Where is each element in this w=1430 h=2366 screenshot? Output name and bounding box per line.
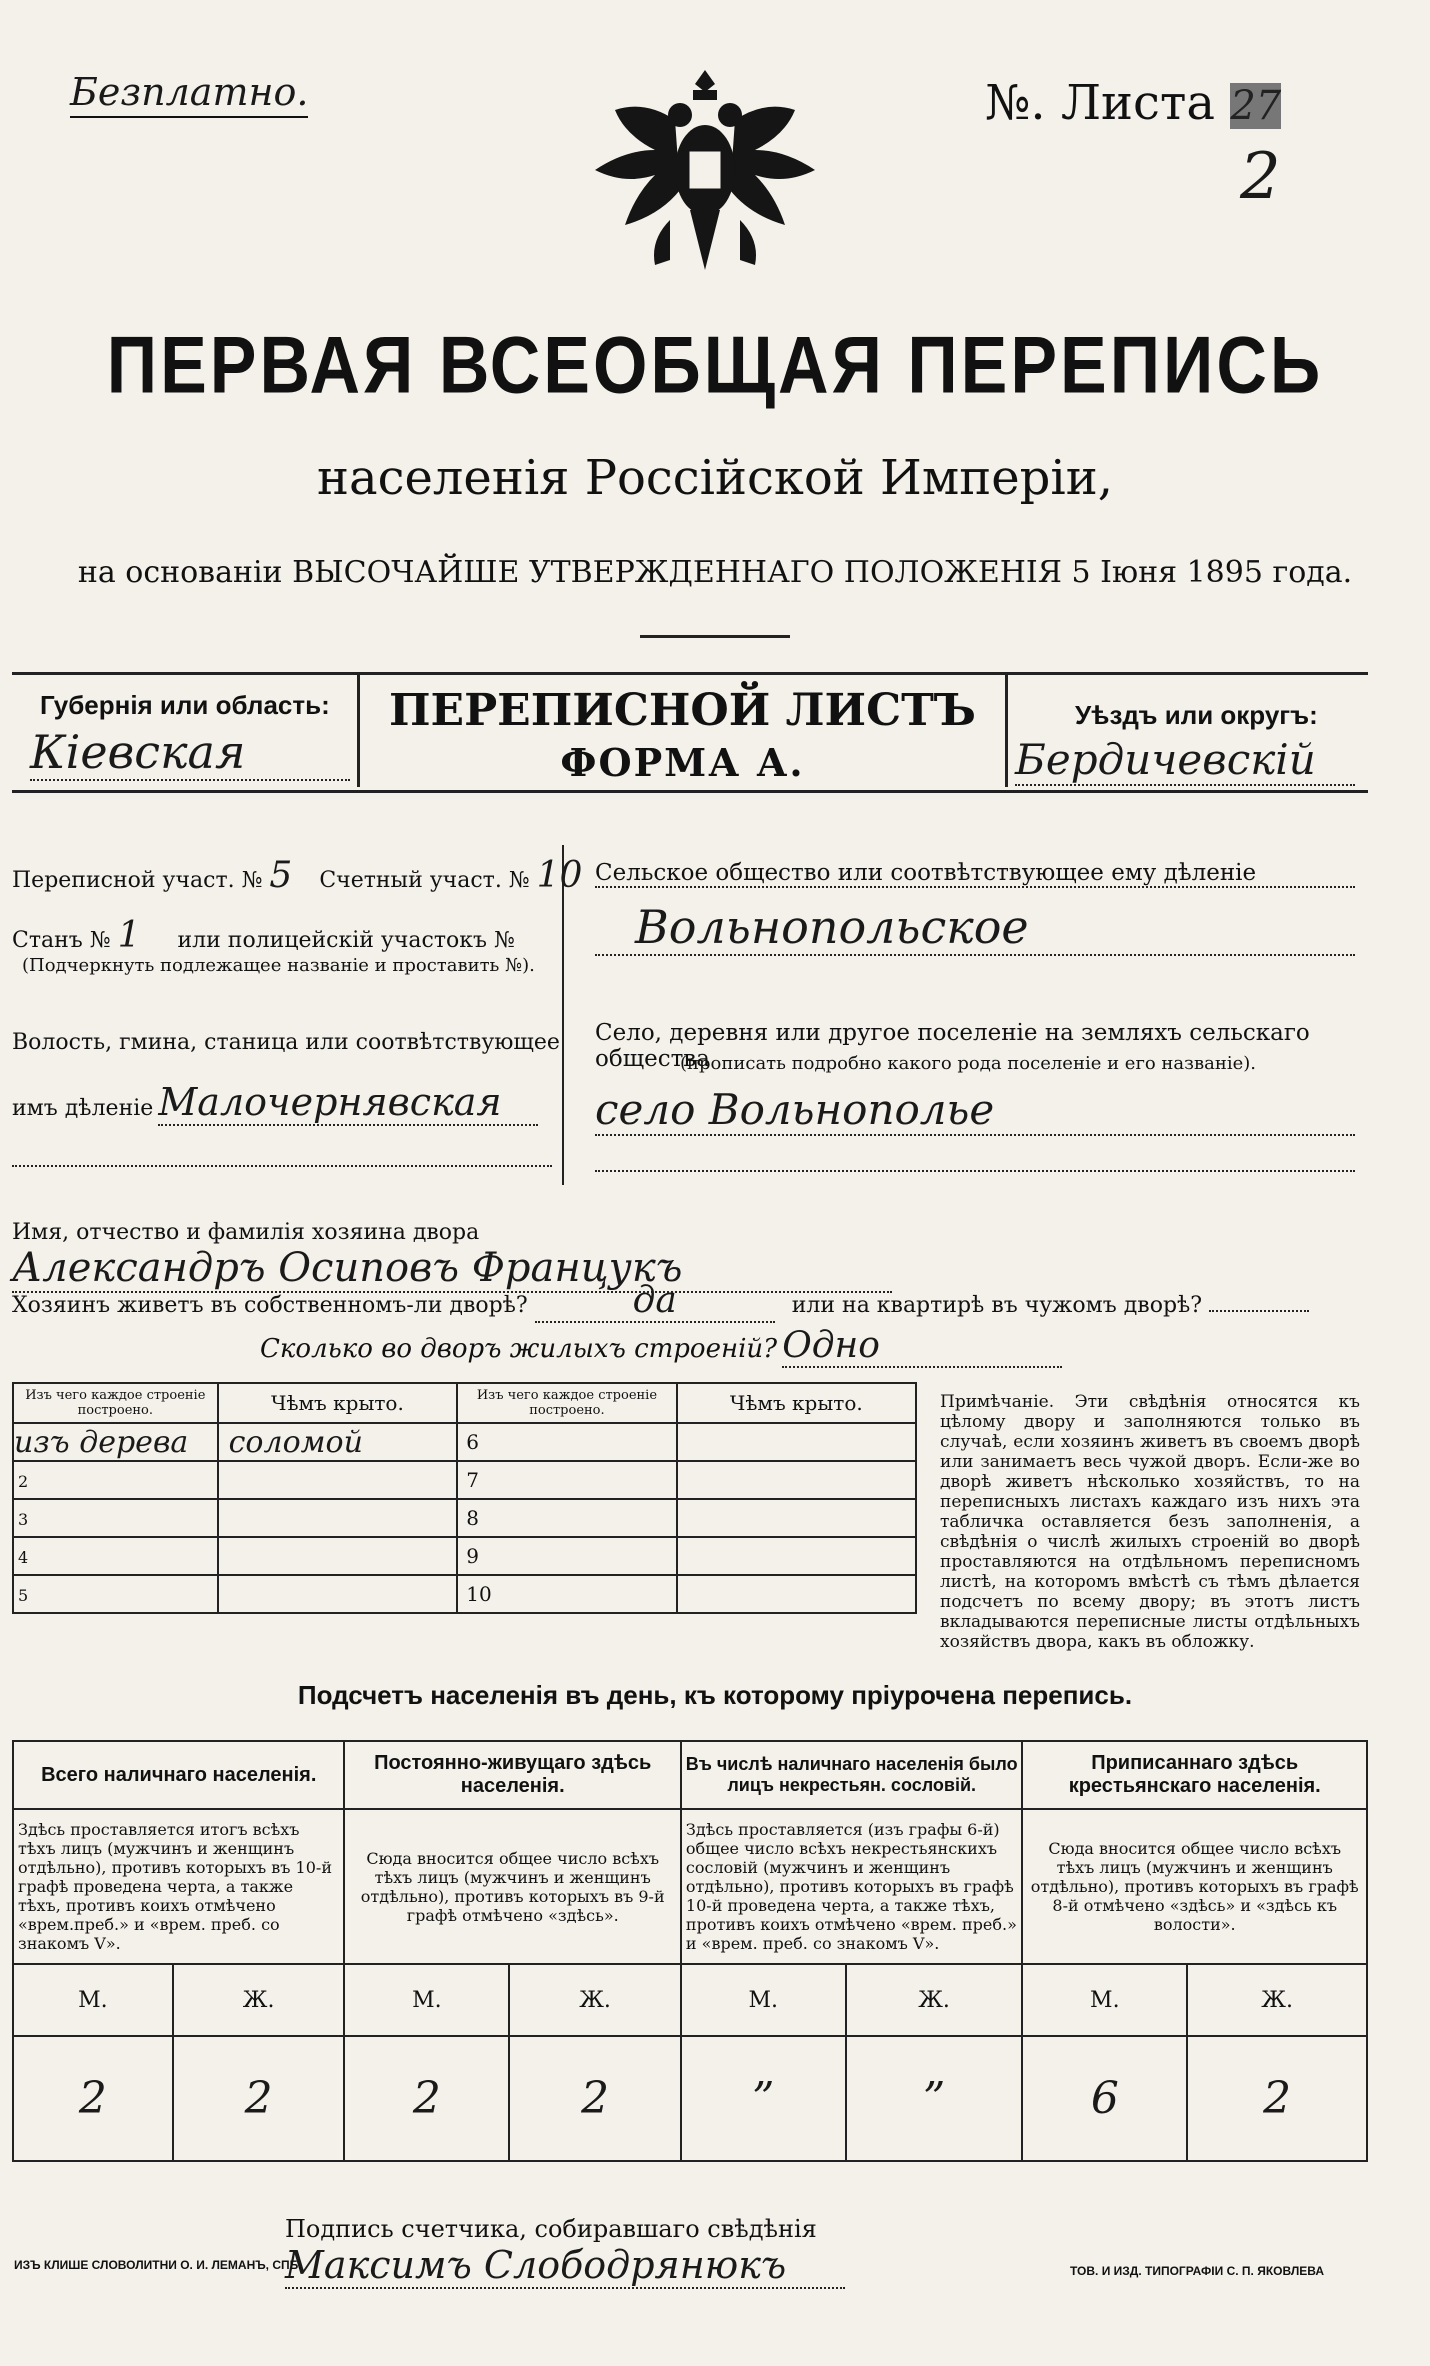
pop-f-value-4: 2	[1187, 2036, 1367, 2161]
sheet-number-value: 27	[1230, 83, 1282, 129]
volost-value: Малочернявская	[158, 1080, 538, 1126]
pop-col-desc-1: Здѣсь проставляется итогъ всѣхъ тѣхъ лицъ (мужчинъ и женщинъ отдѣльно), противъ которыхъ въ 10-й графѣ проведена черта, а также тѣхъ, противъ коихъ отмѣчено «врем.преб.» и «врем. преб. со знакомъ V».	[13, 1809, 344, 1964]
rent-value	[1209, 1310, 1309, 1312]
pop-m-value-3: ”	[681, 2036, 846, 2161]
pop-f-label-4: Ж.	[1187, 1964, 1367, 2036]
pop-m-value-2: 2	[344, 2036, 509, 2161]
own-label: Хозяинъ живетъ въ собственномъ-ли дворѣ?	[12, 1293, 528, 1318]
pop-col-head-2: Постоянно-живущаго здѣсь населенія.	[344, 1741, 680, 1809]
double-headed-eagle-emblem	[580, 60, 830, 290]
volost-label: Волость, гмина, станица или соотвѣтствующее	[12, 1030, 560, 1055]
selo-value: село Вольнополье	[595, 1085, 1355, 1136]
pop-f-label-3: Ж.	[846, 1964, 1023, 2036]
stan-value: 1	[117, 915, 141, 956]
building-number: 5	[18, 1586, 29, 1605]
sign-value: Максимъ Слободрянюкъ	[285, 2243, 845, 2289]
buildings-col-roof-2: Чѣмъ крыто.	[677, 1383, 916, 1423]
pop-col-head-4: Приписаннаго здѣсь крестьянскаго населенія.	[1022, 1741, 1367, 1809]
ornament-divider	[640, 635, 790, 638]
printer-right: ТОВ. И ИЗД. ТИПОГРАФІИ С. П. ЯКОВЛЕВА	[1070, 2264, 1325, 2278]
pop-f-label-2: Ж.	[509, 1964, 681, 2036]
gubernia-value: Кiевская	[30, 725, 350, 781]
building-number: 2	[18, 1472, 29, 1491]
building-roof: соломой	[228, 1424, 363, 1460]
count-row	[260, 1325, 1062, 1368]
pop-m-label-2: М.	[344, 1964, 509, 2036]
gubernia-label: Губернія или область:	[40, 690, 330, 720]
buildings-note: Примѣчаніе. Эти свѣдѣнія относятся къ цѣлому двору и заполняются только въ случаѣ, если хозяинъ живетъ въ своемъ дворѣ или занимаетъ весь чужой дворъ. Если-же во дворѣ живетъ нѣсколько хозяйствъ, то на переписныхъ листахъ каждаго изъ нихъ эта табличка оставляется безъ заполненія, а свѣдѣнія о числѣ жилыхъ строеній во дворѣ проставляются на отдѣльномъ переписномъ листѣ, на которомъ вмѣстѣ съ тѣмъ дѣлается подсчетъ по всему двору; въ этотъ листъ вкладываются переписные листы отдѣльныхъ хозяйствъ двора, какъ въ обложку.	[940, 1392, 1360, 1652]
pop-f-value-2: 2	[509, 2036, 681, 2161]
pop-col-head-3: Въ числѣ наличнаго населенія было лицъ некрестьян. сословій.	[681, 1741, 1023, 1809]
sheet-number-handwritten: 2	[1240, 140, 1281, 214]
own-row	[12, 1280, 1362, 1323]
owner-name-label: Имя, отчество и фамилія хозяина двора	[12, 1220, 480, 1245]
form-name: ПЕРЕПИСНОЙ ЛИСТЪ	[389, 685, 976, 736]
building-number: 8	[466, 1506, 479, 1530]
volost-extra-line	[12, 1165, 552, 1167]
printer-left: ИЗЪ КЛИШЕ СЛОВОЛИТНИ О. И. ЛЕМАНЪ, СПБ.	[14, 2258, 302, 2272]
schet-uch-value: 10	[536, 855, 583, 896]
pop-f-value-1: 2	[173, 2036, 345, 2161]
basis-line: на основаніи ВЫСОЧАЙШЕ УТВЕРЖДЕННАГО ПОЛОЖЕНІЯ 5 Іюня 1895 года.	[77, 555, 1353, 590]
pop-m-label-4: М.	[1022, 1964, 1187, 2036]
sheet-number-label: №. Листа	[985, 75, 1216, 131]
table-row	[13, 1575, 916, 1613]
count-label: Сколько во дворъ жилыхъ строеній?	[260, 1334, 778, 1364]
selo-extra-line	[595, 1170, 1355, 1172]
selo-note: (прописать подробно какого рода поселеніе и его названіе).	[680, 1053, 1256, 1074]
uezd-label: Уѣздъ или округъ:	[1075, 700, 1318, 730]
pop-m-label-1: М.	[13, 1964, 173, 2036]
building-number: 10	[466, 1582, 492, 1606]
perepis-uch-row	[12, 855, 582, 896]
pop-f-label-1: Ж.	[173, 1964, 345, 2036]
perepis-uch-value: 5	[269, 855, 293, 896]
vertical-divider	[562, 845, 564, 1185]
count-value: Одно	[782, 1325, 1062, 1368]
pop-m-label-3: М.	[681, 1964, 846, 2036]
sign-label: Подпись счетчика, собиравшаго свѣдѣнія	[285, 2215, 817, 2243]
buildings-col-roof-1: Чѣмъ крыто.	[218, 1383, 458, 1423]
table-row	[13, 1423, 916, 1461]
pop-col-head-1: Всего наличнаго населенія.	[13, 1741, 344, 1809]
population-table	[12, 1740, 1368, 2162]
building-number: 4	[18, 1548, 29, 1567]
building-number: 6	[466, 1430, 479, 1454]
pop-col-desc-3: Здѣсь проставляется (изъ графы 6-й) общее число всѣхъ некрестьянскихъ сословій (мужчинъ и женщинъ отдѣльно), противъ которыхъ въ графѣ 10-й проведена черта, а также тѣхъ, противъ коихъ отмѣчено «врем. преб.» и «врем. преб. со знакомъ V».	[681, 1809, 1023, 1964]
stan-row	[12, 915, 515, 956]
pop-col-desc-2: Сюда вносится общее число всѣхъ тѣхъ лицъ (мужчинъ и женщинъ отдѣльно), противъ которыхъ въ 9-й графѣ отмѣчено «здѣсь».	[344, 1809, 680, 1964]
pop-f-value-3: ”	[846, 2036, 1023, 2161]
volost-label2: имъ дѣленіе	[12, 1096, 154, 1121]
free-label: Безплатно.	[70, 70, 308, 118]
rent-label: или на квартирѣ въ чужомъ дворѣ?	[791, 1293, 1203, 1318]
building-number: 3	[18, 1510, 29, 1529]
perepis-uch-label: Переписной участ. №	[12, 868, 263, 893]
sheet-number	[985, 75, 1281, 131]
pop-m-value-1: 2	[13, 2036, 173, 2161]
main-title: ПЕРВАЯ ВСЕОБЩАЯ ПЕРЕПИСЬ	[106, 320, 1324, 410]
building-material: изъ дерева	[14, 1424, 189, 1460]
stan-note: (Подчеркнуть подлежащее названіе и проставить №).	[22, 955, 535, 976]
owner-name-value: Александръ Осиповъ Францукъ	[12, 1245, 892, 1293]
obsh-label: Сельское общество или соотвѣтствующее ему дѣленіе	[595, 860, 1355, 888]
stan-label: Станъ №	[12, 928, 111, 953]
police-label: или полицейскій участокъ №	[177, 928, 515, 953]
pop-m-value-4: 6	[1022, 2036, 1187, 2161]
count-title: Подсчетъ населенія въ день, къ которому пріурочена перепись.	[297, 1680, 1133, 1710]
volost-row	[12, 1080, 552, 1126]
buildings-col-material-2: Изъ чего каждое строеніе построено.	[457, 1383, 676, 1423]
building-number: 9	[466, 1544, 479, 1568]
buildings-col-material-1: Изъ чего каждое строеніе построено.	[13, 1383, 218, 1423]
buildings-table	[12, 1382, 917, 1614]
subtitle: населенія Россійской Имперіи,	[317, 450, 1113, 506]
table-row	[13, 1499, 916, 1537]
table-row	[13, 1537, 916, 1575]
own-value: да	[535, 1280, 775, 1323]
form-variant: ФОРМА А.	[560, 740, 805, 785]
table-row	[13, 1461, 916, 1499]
building-number: 7	[466, 1468, 479, 1492]
pop-col-desc-4: Сюда вносится общее число всѣхъ тѣхъ лицъ (мужчинъ и женщинъ отдѣльно), противъ которыхъ въ графѣ 8-й отмѣчено «здѣсь» и «здѣсь къ волости».	[1022, 1809, 1367, 1964]
schet-uch-label: Счетный участ. №	[319, 868, 530, 893]
obsh-value: Вольнопольское	[595, 900, 1355, 956]
selo-label: Село, деревня или другое поселеніе на земляхъ сельскаго общества	[595, 1020, 1310, 1072]
uezd-value: Бердичевскiй	[1015, 735, 1355, 786]
